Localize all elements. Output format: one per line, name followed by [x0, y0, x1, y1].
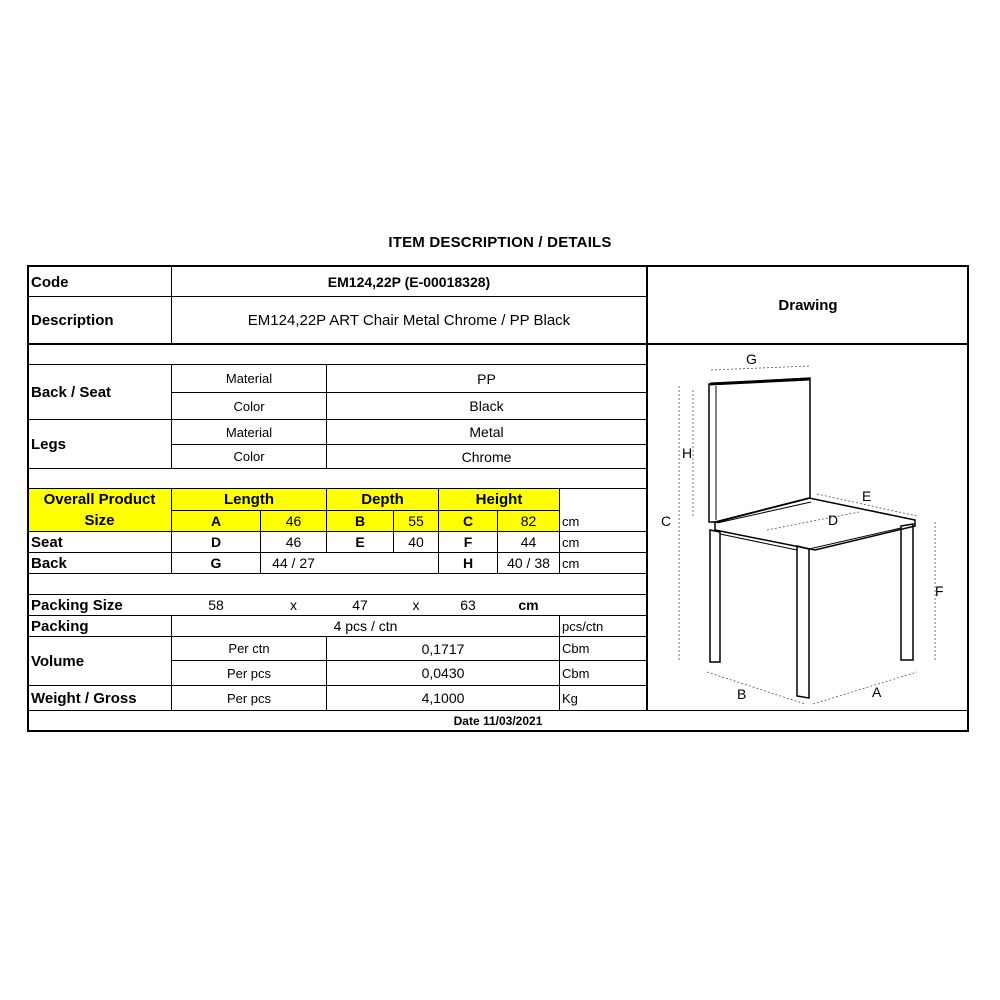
- overall-a-value: 46: [285, 513, 302, 529]
- code-value: EM124,22P (E-00018328): [327, 274, 491, 290]
- back-h-value: 40 / 38: [507, 555, 550, 571]
- weight-label: Weight / Gross: [31, 689, 137, 707]
- chair-leg-front-left: [710, 530, 720, 662]
- seat-f-letter: F: [463, 534, 473, 550]
- description-value: EM124,22P ART Chair Metal Chrome / PP Black: [247, 311, 571, 329]
- legs-material-label: Material: [225, 424, 273, 440]
- drawing-letter-a: A: [872, 684, 882, 700]
- volume-per-ctn-label: Per ctn: [228, 641, 270, 656]
- back-seat-material-label: Material: [225, 371, 273, 386]
- legs-material: Metal: [469, 424, 504, 440]
- drawing-letter-d: D: [828, 512, 839, 528]
- chair-leg-front-right: [797, 546, 809, 698]
- seat-label: Seat: [31, 533, 63, 551]
- seat-d-value: 46: [285, 534, 302, 550]
- volume-per-pcs-label: Per pcs: [226, 665, 272, 681]
- chair-seat: [715, 498, 915, 550]
- back-seat-color: Black: [469, 398, 504, 414]
- packing-size-x2: x: [412, 597, 420, 613]
- legs-color-label: Color: [233, 449, 265, 464]
- seat-f-value: 44: [520, 534, 537, 550]
- drawing-letter-g: G: [746, 351, 757, 367]
- seat-e-value: 40: [408, 534, 424, 550]
- overall-b-letter: B: [354, 513, 366, 529]
- depth-header: Depth: [361, 491, 404, 508]
- date-footer: Date 11/03/2021: [453, 713, 543, 728]
- legs-color: Chrome: [461, 448, 512, 465]
- overall-c-value: 82: [520, 513, 537, 529]
- overall-size-label-line1: Overall Product: [43, 491, 156, 508]
- back-seat-color-label: Color: [233, 398, 265, 414]
- packing-size-length: 58: [208, 597, 224, 613]
- packing-size-unit: cm: [518, 597, 539, 613]
- code-label: Code: [31, 273, 69, 291]
- drawing-letter-f: F: [935, 583, 944, 599]
- chair-leg-back-right: [901, 524, 913, 660]
- back-g-value: 44 / 27: [272, 555, 315, 571]
- description-label: Description: [31, 311, 114, 329]
- packing-size-x1: x: [290, 597, 297, 613]
- drawing-letter-h: H: [682, 445, 693, 461]
- seat-e-letter: E: [355, 534, 365, 550]
- back-seat-material: PP: [477, 370, 496, 387]
- back-label: Back: [31, 554, 67, 572]
- drawing-letter-c: C: [661, 513, 672, 529]
- document-title: ITEM DESCRIPTION / DETAILS: [388, 234, 612, 251]
- packing-size-width: 47: [352, 597, 368, 613]
- back-unit: cm: [562, 555, 580, 571]
- chair-back: [709, 378, 810, 522]
- volume-per-ctn-value: 0,1717: [421, 640, 465, 657]
- chair-apron: [720, 534, 797, 550]
- packing-label: Packing: [31, 617, 89, 635]
- back-seat-label: Back / Seat: [31, 383, 112, 401]
- drawing-letter-e: E: [862, 488, 872, 504]
- drawing-letter-b: B: [737, 686, 747, 702]
- volume-per-pcs-unit: Cbm: [562, 665, 590, 681]
- packing-size-height: 63: [460, 597, 476, 613]
- back-g-letter: G: [210, 555, 222, 571]
- packing-unit: pcs/ctn: [562, 618, 604, 634]
- volume-label: Volume: [31, 652, 85, 670]
- length-header: Length: [224, 491, 274, 508]
- drawing-label: Drawing: [778, 297, 838, 314]
- height-header: Height: [475, 491, 523, 508]
- packing-size-label: Packing Size: [31, 596, 123, 614]
- overall-size-label-line2: Size: [84, 512, 115, 529]
- back-h-letter: H: [462, 555, 474, 571]
- seat-unit: cm: [562, 534, 580, 550]
- overall-unit: cm: [562, 513, 580, 529]
- weight-value: 4,1000: [421, 690, 465, 706]
- overall-c-letter: C: [462, 513, 474, 529]
- chair-drawing: [647, 344, 969, 711]
- overall-a-letter: A: [210, 513, 222, 529]
- packing-value: 4 pcs / ctn: [333, 618, 398, 634]
- volume-per-pcs-value: 0,0430: [421, 665, 465, 681]
- overall-b-value: 55: [408, 513, 424, 529]
- weight-unit: Kg: [562, 690, 578, 706]
- legs-label: Legs: [31, 435, 67, 453]
- seat-d-letter: D: [210, 534, 222, 550]
- weight-per-label: Per pcs: [226, 690, 272, 706]
- volume-per-ctn-unit: Cbm: [562, 641, 590, 656]
